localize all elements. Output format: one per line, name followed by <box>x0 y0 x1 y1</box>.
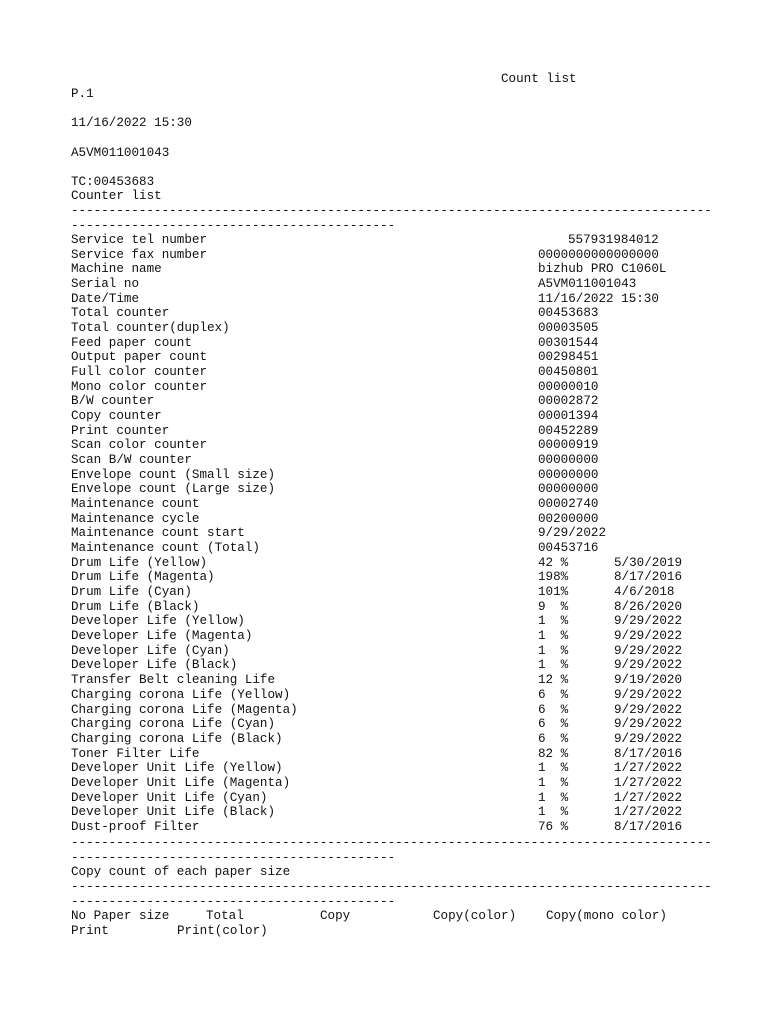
life-date: 9/29/2022 <box>614 658 683 673</box>
life-label: Developer Life (Cyan) <box>71 643 230 658</box>
life-date: 9/29/2022 <box>614 731 683 746</box>
life-percent: 9 % <box>538 599 569 614</box>
life-date: 8/17/2016 <box>614 746 683 761</box>
life-percent: 82 % <box>538 746 569 761</box>
column-header: Print(color) <box>177 924 268 938</box>
life-row <box>71 688 711 703</box>
life-row <box>71 644 711 659</box>
counter-row <box>71 336 711 351</box>
counter-label: Full color counter <box>71 365 208 380</box>
life-percent: 76 % <box>538 819 569 834</box>
counter-value: 11/16/2022 15:30 <box>538 291 659 306</box>
life-label: Drum Life (Yellow) <box>71 555 208 570</box>
counter-label: Scan color counter <box>71 438 208 453</box>
print-datetime: 11/16/2022 15:30 <box>71 116 192 130</box>
counter-value: 9/29/2022 <box>538 526 607 541</box>
counter-label: Maintenance count <box>71 497 200 512</box>
life-row <box>71 585 711 600</box>
life-percent: 101% <box>538 585 569 600</box>
document-title: Count list <box>501 72 577 86</box>
life-row <box>71 791 711 806</box>
counter-label: Copy counter <box>71 409 162 424</box>
divider: ------------------------------------------- <box>71 895 396 909</box>
column-header: Copy(color) <box>433 909 517 923</box>
life-percent: 198% <box>538 570 569 585</box>
life-date: 5/30/2019 <box>614 555 683 570</box>
counter-label: Envelope count (Small size) <box>71 467 276 482</box>
life-date: 9/29/2022 <box>614 614 683 629</box>
life-label: Dust-proof Filter <box>71 819 200 834</box>
life-row <box>71 658 711 673</box>
counter-label: Machine name <box>71 262 162 277</box>
column-header: Total <box>206 909 244 923</box>
column-header: Print <box>71 924 109 938</box>
counter-row <box>71 380 711 395</box>
counter-value: 00450801 <box>538 365 599 380</box>
counter-row <box>71 277 711 292</box>
life-label: Charging corona Life (Magenta) <box>71 702 298 717</box>
life-label: Developer Life (Black) <box>71 658 238 673</box>
life-row <box>71 747 711 762</box>
life-row <box>71 776 711 791</box>
life-percent: 1 % <box>538 805 569 820</box>
counter-label: Feed paper count <box>71 335 192 350</box>
column-header: Copy(mono color) <box>546 909 667 923</box>
counter-value: 00000919 <box>538 438 599 453</box>
counter-label: Maintenance cycle <box>71 511 200 526</box>
column-header: No Paper size <box>71 909 170 923</box>
life-date: 9/29/2022 <box>614 717 683 732</box>
life-row <box>71 805 711 820</box>
counter-value: 00002872 <box>538 394 599 409</box>
life-label: Drum Life (Cyan) <box>71 585 192 600</box>
counter-row <box>71 512 711 527</box>
divider: ------------------------------------------- <box>71 219 396 233</box>
counter-value: 00003505 <box>538 321 599 336</box>
life-row <box>71 614 711 629</box>
counter-row <box>71 321 711 336</box>
life-date: 8/17/2016 <box>614 819 683 834</box>
section-title-paper-size: Copy count of each paper size <box>71 865 291 879</box>
life-row <box>71 556 711 571</box>
counter-row <box>71 394 711 409</box>
counter-label: Service fax number <box>71 247 208 262</box>
total-count-tc: TC:00453683 <box>71 175 155 189</box>
life-label: Charging corona Life (Cyan) <box>71 717 276 732</box>
counter-value: bizhub PRO C1060L <box>538 262 667 277</box>
life-date: 1/27/2022 <box>614 790 683 805</box>
divider: ------------------------------------------------------------------------------------- <box>71 836 712 850</box>
counter-value: 00000000 <box>538 482 599 497</box>
life-row <box>71 600 711 615</box>
counter-row <box>71 306 711 321</box>
counter-label: Print counter <box>71 423 170 438</box>
counter-value: 00453683 <box>538 306 599 321</box>
counter-label: Maintenance count (Total) <box>71 541 260 556</box>
life-row <box>71 629 711 644</box>
counter-table <box>71 233 711 835</box>
counter-row <box>71 350 711 365</box>
life-percent: 1 % <box>538 790 569 805</box>
divider: ------------------------------------------- <box>71 851 396 865</box>
counter-label: Total counter(duplex) <box>71 321 230 336</box>
life-percent: 42 % <box>538 555 569 570</box>
counter-label: B/W counter <box>71 394 155 409</box>
counter-row <box>71 409 711 424</box>
life-row <box>71 673 711 688</box>
life-row <box>71 761 711 776</box>
life-row <box>71 732 711 747</box>
life-date: 9/29/2022 <box>614 629 683 644</box>
counter-row <box>71 262 711 277</box>
counter-label: Total counter <box>71 306 170 321</box>
life-label: Charging corona Life (Black) <box>71 731 283 746</box>
life-label: Developer Life (Yellow) <box>71 614 245 629</box>
counter-value: 00000000 <box>538 467 599 482</box>
counter-row <box>71 365 711 380</box>
counter-row <box>71 541 711 556</box>
counter-value: 00001394 <box>538 409 599 424</box>
life-percent: 12 % <box>538 673 569 688</box>
counter-row <box>71 482 711 497</box>
counter-value: 00298451 <box>538 350 599 365</box>
counter-value: A5VM011001043 <box>538 277 637 292</box>
life-date: 1/27/2022 <box>614 775 683 790</box>
divider: ------------------------------------------------------------------------------------- <box>71 204 712 218</box>
life-label: Developer Life (Magenta) <box>71 629 253 644</box>
counter-row <box>71 526 711 541</box>
counter-row <box>71 438 711 453</box>
life-percent: 1 % <box>538 629 569 644</box>
life-percent: 1 % <box>538 761 569 776</box>
life-percent: 1 % <box>538 614 569 629</box>
life-label: Toner Filter Life <box>71 746 200 761</box>
counter-value: 00200000 <box>538 511 599 526</box>
life-label: Developer Unit Life (Magenta) <box>71 775 291 790</box>
section-title-counter-list: Counter list <box>71 189 162 203</box>
counter-row <box>71 248 711 263</box>
counter-value: 557931984012 <box>568 233 659 247</box>
life-row <box>71 703 711 718</box>
counter-row <box>71 292 711 307</box>
life-date: 9/29/2022 <box>614 687 683 702</box>
life-percent: 6 % <box>538 731 569 746</box>
counter-row <box>71 424 711 439</box>
life-label: Developer Unit Life (Black) <box>71 805 276 820</box>
life-row <box>71 570 711 585</box>
counter-label: Scan B/W counter <box>71 453 192 468</box>
life-percent: 1 % <box>538 775 569 790</box>
counter-row <box>71 497 711 512</box>
life-percent: 6 % <box>538 702 569 717</box>
life-label: Drum Life (Black) <box>71 599 200 614</box>
life-date: 9/29/2022 <box>614 643 683 658</box>
counter-value: 00000000 <box>538 453 599 468</box>
divider: ------------------------------------------------------------------------------------- <box>71 880 712 894</box>
counter-value: 00002740 <box>538 497 599 512</box>
counter-value: 00000010 <box>538 379 599 394</box>
counter-row <box>71 233 711 248</box>
life-label: Developer Unit Life (Yellow) <box>71 761 283 776</box>
counter-label: Date/Time <box>71 291 140 306</box>
life-percent: 6 % <box>538 687 569 702</box>
life-percent: 1 % <box>538 658 569 673</box>
life-label: Developer Unit Life (Cyan) <box>71 790 268 805</box>
counter-value: 0000000000000000 <box>538 247 659 262</box>
life-label: Transfer Belt cleaning Life <box>71 673 276 688</box>
life-date: 1/27/2022 <box>614 761 683 776</box>
counter-label: Output paper count <box>71 350 208 365</box>
counter-value: 00452289 <box>538 423 599 438</box>
life-date: 8/17/2016 <box>614 570 683 585</box>
life-row <box>71 820 711 835</box>
counter-value: 00453716 <box>538 541 599 556</box>
life-date: 8/26/2020 <box>614 599 683 614</box>
life-percent: 6 % <box>538 717 569 732</box>
life-label: Charging corona Life (Yellow) <box>71 687 291 702</box>
machine-serial: A5VM011001043 <box>71 146 170 160</box>
life-date: 1/27/2022 <box>614 805 683 820</box>
life-percent: 1 % <box>538 643 569 658</box>
life-date: 9/29/2022 <box>614 702 683 717</box>
counter-label: Mono color counter <box>71 379 208 394</box>
counter-label: Serial no <box>71 277 140 292</box>
life-label: Drum Life (Magenta) <box>71 570 215 585</box>
life-date: 4/6/2018 <box>614 585 675 600</box>
counter-label: Envelope count (Large size) <box>71 482 276 497</box>
life-row <box>71 717 711 732</box>
page-number: P.1 <box>71 87 94 101</box>
counter-row <box>71 453 711 468</box>
counter-label: Service tel number <box>71 233 208 247</box>
column-header: Copy <box>320 909 351 923</box>
counter-row <box>71 468 711 483</box>
life-date: 9/19/2020 <box>614 673 683 688</box>
counter-label: Maintenance count start <box>71 526 245 541</box>
counter-value: 00301544 <box>538 335 599 350</box>
